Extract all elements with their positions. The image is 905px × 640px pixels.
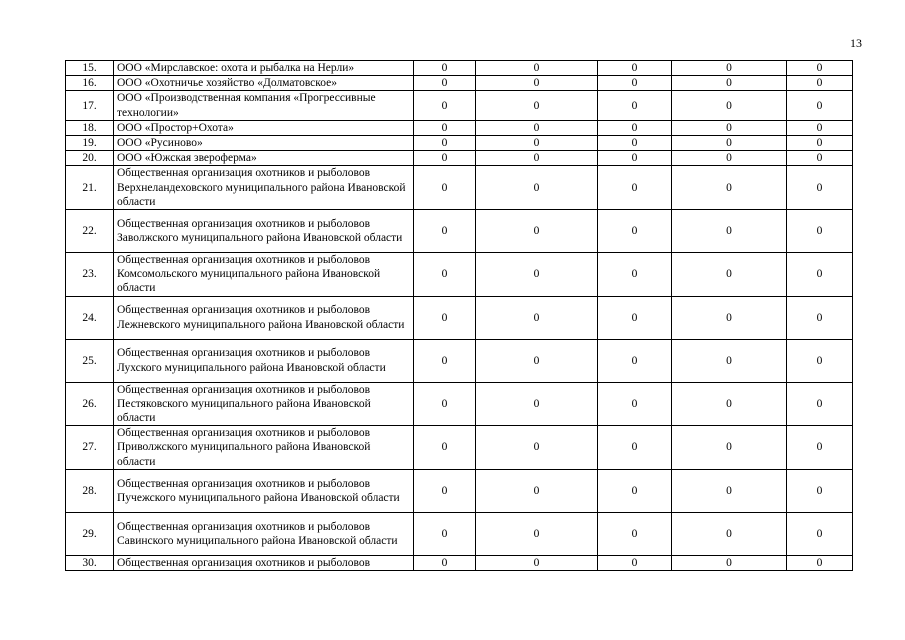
data-table xyxy=(65,60,853,571)
row-number: 24. xyxy=(66,296,114,339)
table-row xyxy=(66,339,853,382)
value-cell-4: 0 xyxy=(672,426,787,470)
row-number: 27. xyxy=(66,426,114,470)
organization-name: ООО «Простор+Охота» xyxy=(114,120,414,135)
value-cell-2: 0 xyxy=(476,136,598,151)
value-cell-3: 0 xyxy=(598,296,672,339)
value-cell-5: 0 xyxy=(787,210,853,253)
value-cell-3: 0 xyxy=(598,151,672,166)
row-number: 28. xyxy=(66,469,114,512)
value-cell-1: 0 xyxy=(414,296,476,339)
organization-name: Общественная организация охотников и рыболовов Комсомольского муниципального района Ивановской области xyxy=(114,253,414,297)
value-cell-1: 0 xyxy=(414,512,476,555)
value-cell-3: 0 xyxy=(598,555,672,570)
row-number: 23. xyxy=(66,253,114,297)
value-cell-5: 0 xyxy=(787,382,853,426)
value-cell-2: 0 xyxy=(476,469,598,512)
value-cell-3: 0 xyxy=(598,76,672,91)
value-cell-4: 0 xyxy=(672,151,787,166)
organization-name: Общественная организация охотников и рыболовов xyxy=(114,555,414,570)
value-cell-5: 0 xyxy=(787,61,853,76)
row-number: 30. xyxy=(66,555,114,570)
page-number: 13 xyxy=(850,36,862,50)
value-cell-4: 0 xyxy=(672,555,787,570)
table-row xyxy=(66,136,853,151)
value-cell-4: 0 xyxy=(672,469,787,512)
value-cell-1: 0 xyxy=(414,136,476,151)
value-cell-2: 0 xyxy=(476,151,598,166)
organization-name: ООО «Охотничье хозяйство «Долматовское» xyxy=(114,76,414,91)
table-row xyxy=(66,253,853,297)
value-cell-1: 0 xyxy=(414,61,476,76)
value-cell-2: 0 xyxy=(476,382,598,426)
value-cell-5: 0 xyxy=(787,91,853,120)
row-number: 25. xyxy=(66,339,114,382)
organization-name: ООО «Русиново» xyxy=(114,136,414,151)
value-cell-5: 0 xyxy=(787,296,853,339)
value-cell-1: 0 xyxy=(414,339,476,382)
value-cell-4: 0 xyxy=(672,166,787,210)
organization-name: Общественная организация охотников и рыболовов Верхнеландеховского муниципального района Ивановской области xyxy=(114,166,414,210)
table-row xyxy=(66,151,853,166)
organization-name: ООО «Южская звероферма» xyxy=(114,151,414,166)
value-cell-4: 0 xyxy=(672,512,787,555)
organization-name: Общественная организация охотников и рыболовов Пестяковского муниципального района Ивановской области xyxy=(114,382,414,426)
table-row xyxy=(66,76,853,91)
organization-name: ООО «Производственная компания «Прогрессивные технологии» xyxy=(114,91,414,120)
value-cell-2: 0 xyxy=(476,339,598,382)
organization-name: Общественная организация охотников и рыболовов Савинского муниципального района Ивановской области xyxy=(114,512,414,555)
table-body xyxy=(66,61,853,571)
value-cell-5: 0 xyxy=(787,166,853,210)
organization-name: Общественная организация охотников и рыболовов Пучежского муниципального района Ивановской области xyxy=(114,469,414,512)
organization-name: Общественная организация охотников и рыболовов Лежневского муниципального района Ивановской области xyxy=(114,296,414,339)
value-cell-1: 0 xyxy=(414,253,476,297)
value-cell-1: 0 xyxy=(414,151,476,166)
value-cell-1: 0 xyxy=(414,210,476,253)
value-cell-1: 0 xyxy=(414,166,476,210)
organization-name: Общественная организация охотников и рыболовов Заволжского муниципального района Ивановской области xyxy=(114,210,414,253)
value-cell-5: 0 xyxy=(787,555,853,570)
value-cell-4: 0 xyxy=(672,382,787,426)
table-row xyxy=(66,555,853,570)
value-cell-5: 0 xyxy=(787,253,853,297)
value-cell-1: 0 xyxy=(414,555,476,570)
row-number: 19. xyxy=(66,136,114,151)
value-cell-4: 0 xyxy=(672,339,787,382)
value-cell-4: 0 xyxy=(672,253,787,297)
value-cell-3: 0 xyxy=(598,382,672,426)
value-cell-1: 0 xyxy=(414,120,476,135)
value-cell-3: 0 xyxy=(598,469,672,512)
value-cell-1: 0 xyxy=(414,76,476,91)
row-number: 16. xyxy=(66,76,114,91)
table-row xyxy=(66,120,853,135)
value-cell-1: 0 xyxy=(414,469,476,512)
value-cell-2: 0 xyxy=(476,253,598,297)
value-cell-2: 0 xyxy=(476,512,598,555)
value-cell-5: 0 xyxy=(787,426,853,470)
value-cell-3: 0 xyxy=(598,61,672,76)
row-number: 21. xyxy=(66,166,114,210)
value-cell-2: 0 xyxy=(476,166,598,210)
value-cell-3: 0 xyxy=(598,426,672,470)
value-cell-5: 0 xyxy=(787,512,853,555)
value-cell-2: 0 xyxy=(476,555,598,570)
value-cell-1: 0 xyxy=(414,426,476,470)
table-row xyxy=(66,61,853,76)
value-cell-2: 0 xyxy=(476,210,598,253)
value-cell-3: 0 xyxy=(598,339,672,382)
value-cell-4: 0 xyxy=(672,136,787,151)
value-cell-5: 0 xyxy=(787,469,853,512)
value-cell-3: 0 xyxy=(598,253,672,297)
table-row xyxy=(66,426,853,470)
row-number: 22. xyxy=(66,210,114,253)
value-cell-2: 0 xyxy=(476,76,598,91)
value-cell-3: 0 xyxy=(598,512,672,555)
row-number: 15. xyxy=(66,61,114,76)
value-cell-5: 0 xyxy=(787,151,853,166)
table-row xyxy=(66,166,853,210)
value-cell-2: 0 xyxy=(476,296,598,339)
table-row xyxy=(66,512,853,555)
value-cell-4: 0 xyxy=(672,210,787,253)
value-cell-3: 0 xyxy=(598,120,672,135)
value-cell-3: 0 xyxy=(598,136,672,151)
value-cell-4: 0 xyxy=(672,76,787,91)
value-cell-5: 0 xyxy=(787,339,853,382)
table-row xyxy=(66,382,853,426)
value-cell-2: 0 xyxy=(476,61,598,76)
organization-name: Общественная организация охотников и рыболовов Приволжского муниципального района Ивановской области xyxy=(114,426,414,470)
table-row xyxy=(66,296,853,339)
row-number: 29. xyxy=(66,512,114,555)
value-cell-3: 0 xyxy=(598,91,672,120)
value-cell-5: 0 xyxy=(787,136,853,151)
value-cell-1: 0 xyxy=(414,91,476,120)
row-number: 20. xyxy=(66,151,114,166)
value-cell-2: 0 xyxy=(476,120,598,135)
organization-name: Общественная организация охотников и рыболовов Лухского муниципального района Ивановской области xyxy=(114,339,414,382)
value-cell-4: 0 xyxy=(672,120,787,135)
value-cell-4: 0 xyxy=(672,91,787,120)
value-cell-2: 0 xyxy=(476,426,598,470)
value-cell-4: 0 xyxy=(672,296,787,339)
value-cell-3: 0 xyxy=(598,166,672,210)
organization-name: ООО «Мирславское: охота и рыбалка на Нерли» xyxy=(114,61,414,76)
table-row xyxy=(66,91,853,120)
value-cell-4: 0 xyxy=(672,61,787,76)
row-number: 18. xyxy=(66,120,114,135)
row-number: 17. xyxy=(66,91,114,120)
table-row xyxy=(66,469,853,512)
value-cell-5: 0 xyxy=(787,76,853,91)
value-cell-2: 0 xyxy=(476,91,598,120)
table-row xyxy=(66,210,853,253)
value-cell-1: 0 xyxy=(414,382,476,426)
value-cell-5: 0 xyxy=(787,120,853,135)
value-cell-3: 0 xyxy=(598,210,672,253)
row-number: 26. xyxy=(66,382,114,426)
